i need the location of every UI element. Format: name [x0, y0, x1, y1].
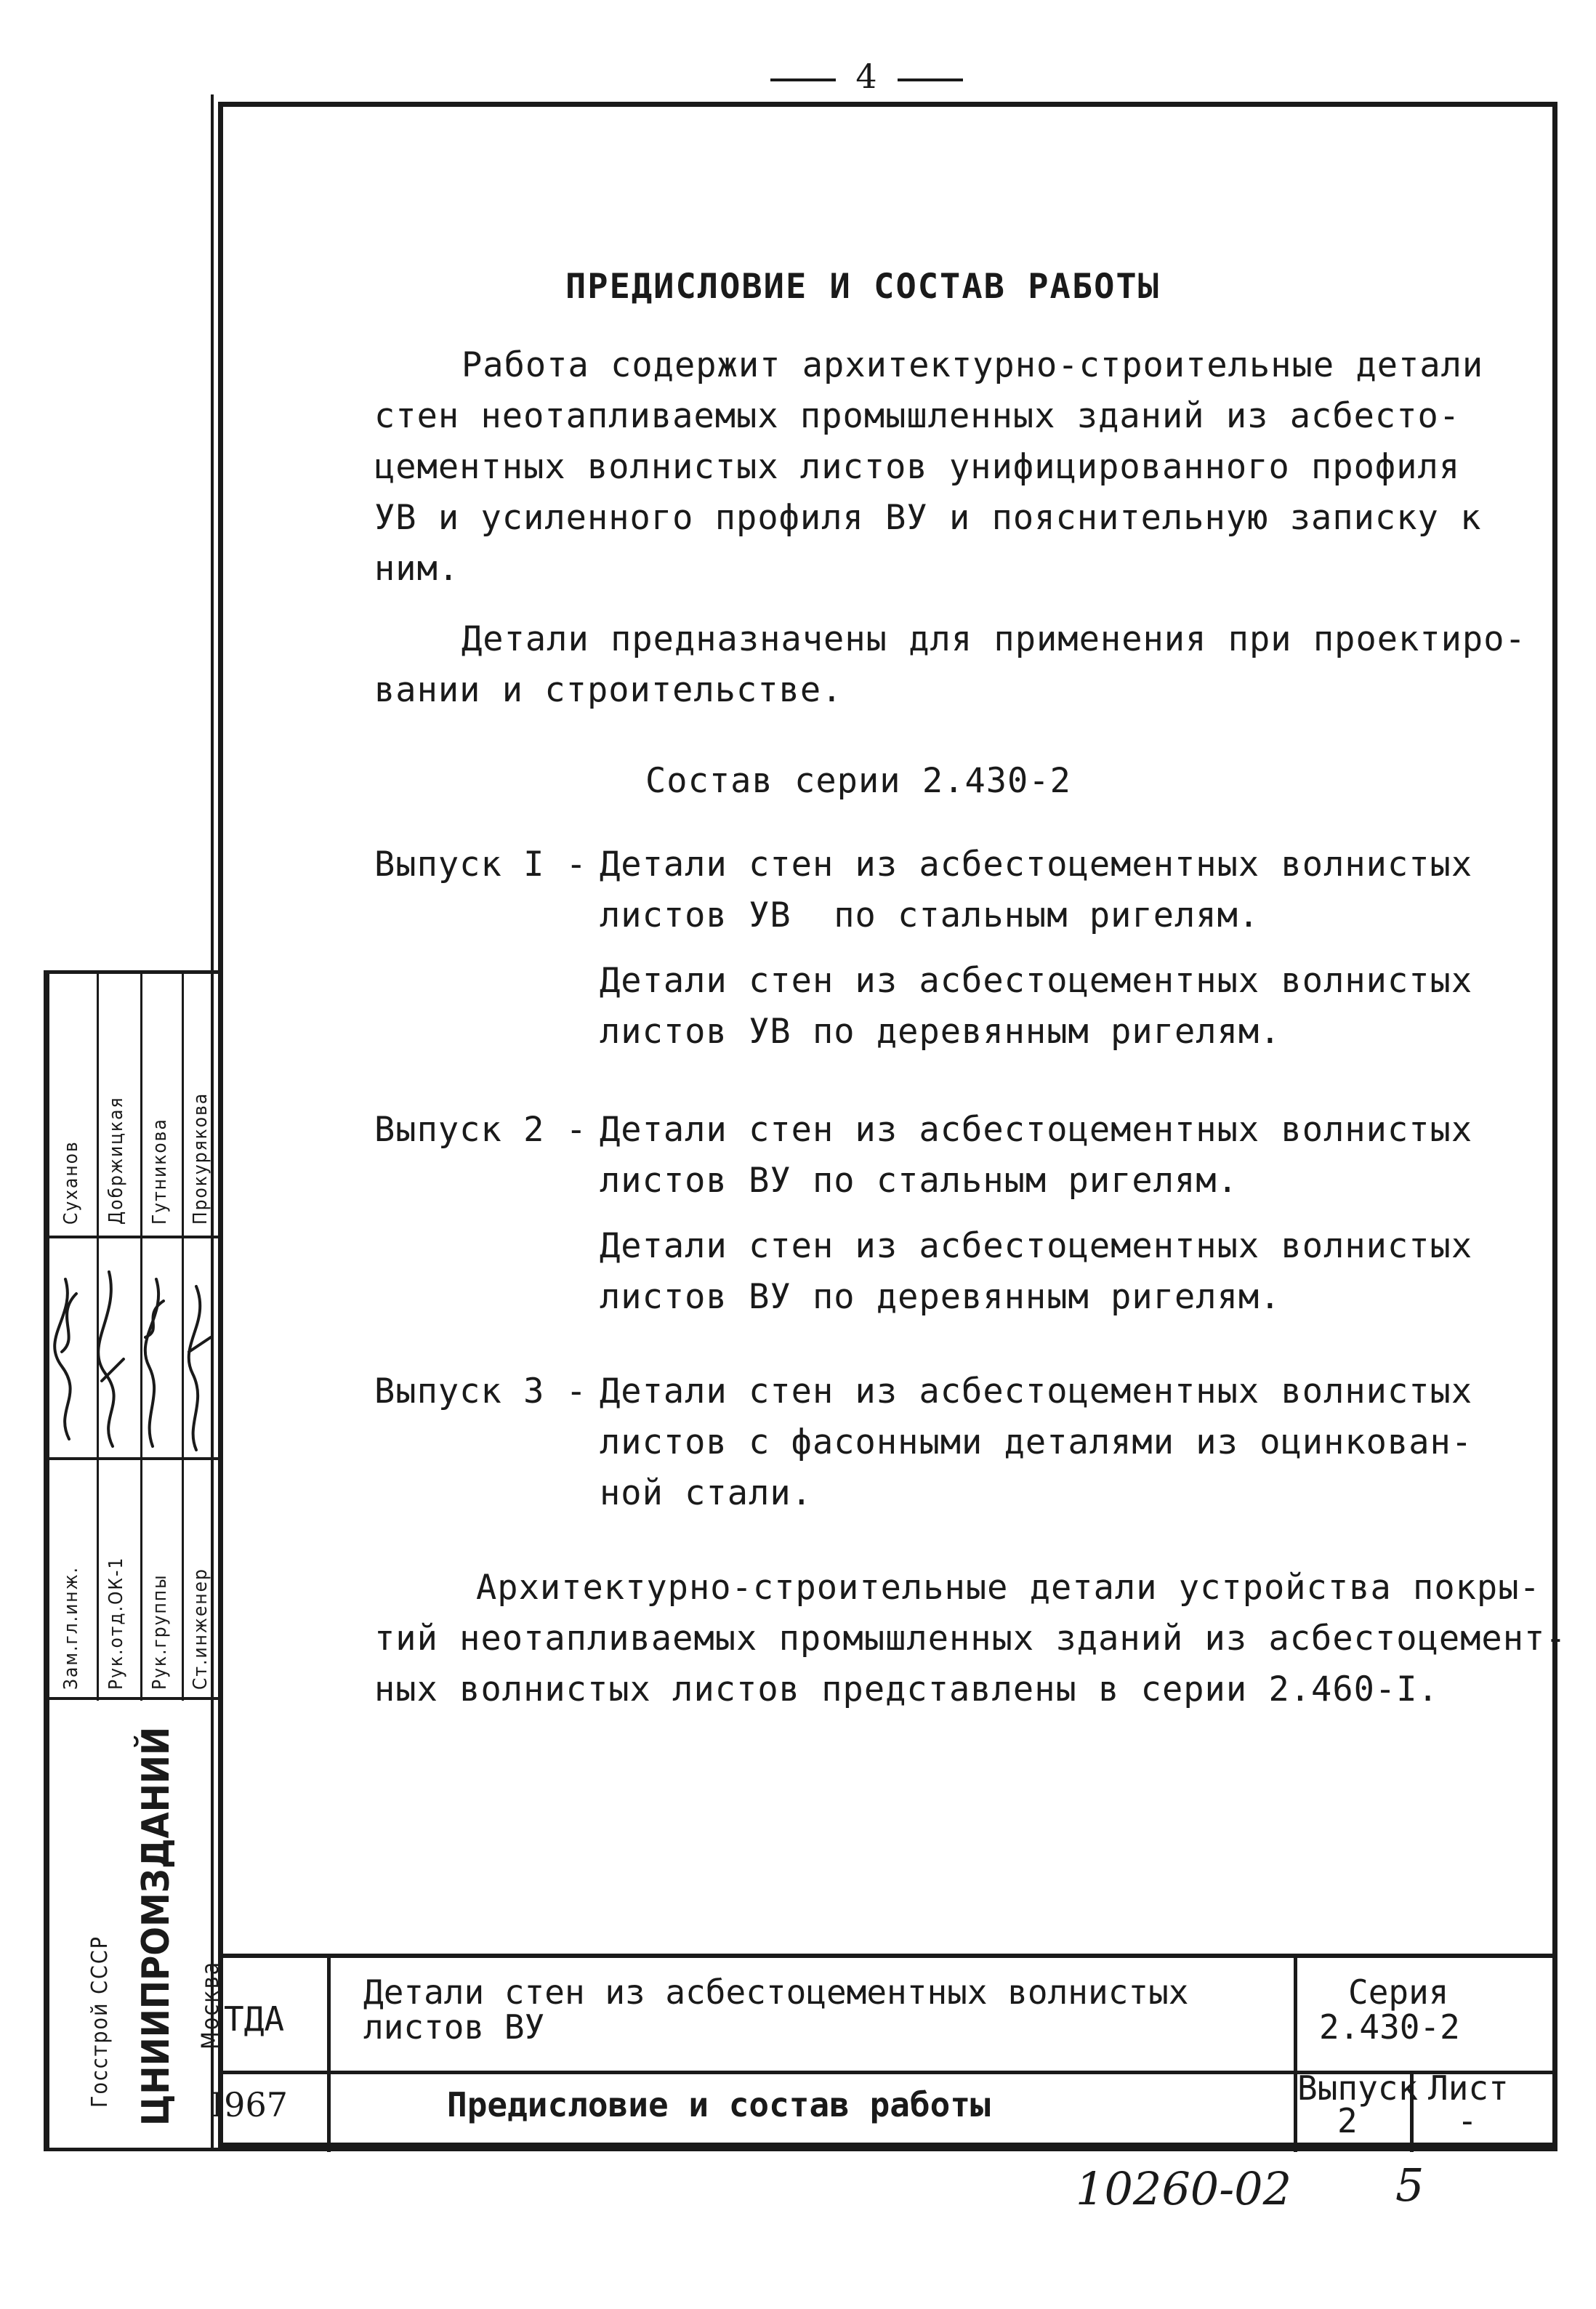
page-number-dash-left [770, 78, 836, 81]
tb-sheet-value: - [1457, 2101, 1478, 2140]
stamp-name: Добржицкая [105, 1096, 127, 1225]
tb-col-line [1294, 1958, 1297, 2152]
tb-series-label: Серия [1348, 1972, 1449, 2012]
issue-1b-line-2: листов УВ по деревянным ригелям. [600, 1012, 1281, 1052]
purpose-line-2: вании и строительстве. [374, 670, 843, 710]
tb-sheet-label: Лист [1428, 2068, 1509, 2108]
issue-2a-line-1: Детали стен из асбестоцементных волнистых [600, 1110, 1473, 1150]
page-number-dash-right [898, 78, 963, 81]
issue-2a-line-2: листов ВУ по стальным ригелям. [600, 1161, 1238, 1201]
stamp-org-city: Москва [196, 1960, 224, 2050]
tb-doc-title-line-1: Детали стен из асбестоцементных волнистых [363, 1972, 1189, 2012]
stamp-org-institute: ЦНИИПРОМЗДАНИЙ [134, 1726, 178, 2126]
intro-line-1: Работа содержит архитектурно-строительные детали [462, 345, 1484, 385]
closing-line-3: ных волнистых листов представлены в серии 2.460-I. [374, 1669, 1439, 1709]
tb-col-line [327, 1958, 331, 2152]
intro-line-5: ним. [374, 549, 460, 589]
purpose-line-1: Детали предназначены для применения при проектиро- [462, 619, 1526, 659]
intro-line-3: цементных волнистых листов унифицированного профиля [374, 447, 1461, 487]
page-number [770, 57, 988, 100]
bottom-rule [44, 2148, 1557, 2151]
page-number-text: 4 [855, 57, 877, 96]
stamp-role: Зам.гл.инж. [60, 1565, 82, 1690]
issue-3a-line-1: Детали стен из асбестоцементных волнистых [600, 1371, 1473, 1411]
issue-3a-line-2: листов с фасонными деталями из оцинкован- [600, 1422, 1473, 1462]
intro-line-2: стен неотапливаемых промышленных зданий из асбесто- [374, 396, 1461, 436]
page-title: ПРЕДИСЛОВИЕ И СОСТАВ РАБОТЫ [565, 267, 1161, 307]
issue-2b-line-2: листов ВУ по деревянным ригелям. [600, 1277, 1281, 1317]
stamp-role: Ст.инженер [190, 1568, 211, 1690]
stamp-name: Суханов [60, 1140, 82, 1225]
tb-year: I967 [211, 2085, 288, 2124]
stamp-name: Гутникова [149, 1118, 171, 1225]
handwritten-code: 10260-02 [1076, 2162, 1292, 2215]
tb-issue-label: Выпуск [1297, 2068, 1419, 2108]
stamp-org-ministry: Госстрой СССР [87, 1935, 113, 2108]
tb-series-value: 2.430-2 [1319, 2007, 1460, 2047]
approval-stamp [44, 970, 224, 2148]
issue-3-label: Выпуск 3 - [374, 1371, 587, 1411]
issue-2b-line-1: Детали стен из асбестоцементных волнистых [600, 1226, 1473, 1266]
handwritten-page: 5 [1395, 2159, 1424, 2212]
stamp-name: Прокурякова [190, 1092, 211, 1225]
issue-2-label: Выпуск 2 - [374, 1110, 587, 1150]
tb-issue-value: 2 [1337, 2101, 1358, 2140]
issue-3a-line-3: ной стали. [600, 1473, 813, 1513]
issue-1b-line-1: Детали стен из асбестоцементных волнистых [600, 961, 1473, 1001]
tb-org: ТДА [224, 1999, 285, 2039]
intro-line-4: УВ и усиленного профиля ВУ и пояснительную записку к [374, 498, 1482, 538]
closing-line-1: Архитектурно-строительные детали устройства покры- [476, 1568, 1541, 1608]
stamp-role: Рук.группы [149, 1573, 171, 1690]
stamp-role: Рук.отд.ОК-1 [105, 1556, 127, 1690]
series-heading: Состав серии 2.430-2 [645, 761, 1071, 801]
issue-1-label: Выпуск I - [374, 845, 587, 884]
tb-sheet-title: Предисловие и состав работы [447, 2085, 991, 2124]
closing-line-2: тий неотапливаемых промышленных зданий из асбестоцемент- [374, 1619, 1567, 1659]
issue-1a-line-2: листов УВ по стальным ригелям. [600, 895, 1260, 935]
tb-doc-title-line-2: листов ВУ [363, 2007, 545, 2047]
issue-1a-line-1: Детали стен из асбестоцементных волнистых [600, 845, 1473, 884]
